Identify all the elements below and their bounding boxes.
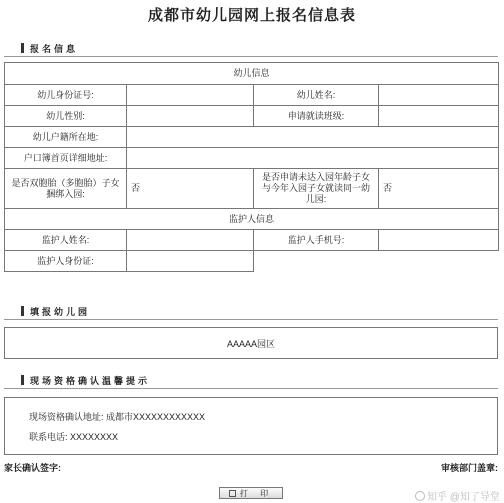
child-info-header: 幼儿信息 xyxy=(5,63,499,85)
class-label: 申请就读班级: xyxy=(254,106,379,127)
household-field[interactable] xyxy=(127,127,499,148)
twins-field[interactable]: 否 xyxy=(127,169,254,209)
guardian-id-field[interactable] xyxy=(127,251,254,272)
section-tips-header xyxy=(4,374,498,386)
zhihu-logo-icon xyxy=(415,491,425,501)
child-id-label: 幼儿身份证号: xyxy=(5,85,127,106)
tips-phone: 联系电话: XXXXXXXX xyxy=(29,432,119,442)
section-kindergarten-header xyxy=(4,305,498,317)
sibling-label: 是否申请未达入园年龄子女与今年入园子女就读同一幼儿园: xyxy=(254,169,379,209)
section-marker xyxy=(21,375,24,385)
twins-label: 是否双胞胎（多胞胎）子女捆绑入园: xyxy=(5,169,127,209)
print-button[interactable] xyxy=(219,487,283,499)
guardian-phone-label: 监护人手机号: xyxy=(254,230,379,251)
household-label: 幼儿户籍所在地: xyxy=(5,127,127,148)
tips-box xyxy=(4,397,498,455)
section-registration-header xyxy=(4,42,498,54)
child-gender-label: 幼儿性别: xyxy=(5,106,127,127)
kindergarten-box xyxy=(4,327,498,359)
print-button-label: 打 印 xyxy=(239,488,274,498)
class-field[interactable] xyxy=(379,106,499,127)
tips-address: 现场资格确认地址: 成都市XXXXXXXXXXXX xyxy=(29,412,206,422)
section-marker xyxy=(21,306,24,316)
section-divider xyxy=(4,319,498,320)
watermark-text: 知乎 @知了导堂 xyxy=(427,492,500,503)
section-divider xyxy=(4,388,498,389)
guardian-id-label: 监护人身份证: xyxy=(5,251,127,272)
kindergarten-name: AAAAA园区 xyxy=(226,338,275,349)
child-name-label: 幼儿姓名: xyxy=(254,85,379,106)
parent-signature-label: 家长确认签字: xyxy=(4,463,61,473)
sibling-field[interactable]: 否 xyxy=(379,169,499,209)
empty-cell xyxy=(379,251,499,272)
watermark xyxy=(415,488,500,503)
child-gender-field[interactable] xyxy=(127,106,254,127)
registration-table xyxy=(4,62,499,272)
review-seal-label: 审核部门盖章: xyxy=(441,463,498,473)
guardian-phone-field[interactable] xyxy=(379,230,499,251)
child-name-field[interactable] xyxy=(379,85,499,106)
section-divider xyxy=(4,56,498,57)
section-kindergarten-label: 填报幼儿园 xyxy=(30,306,91,317)
page-title: 成都市幼儿园网上报名信息表 xyxy=(147,6,356,24)
empty-cell xyxy=(254,251,379,272)
guardian-name-label: 监护人姓名: xyxy=(5,230,127,251)
section-registration-label: 报名信息 xyxy=(30,43,79,54)
guardian-name-field[interactable] xyxy=(127,230,254,251)
printer-icon xyxy=(229,490,236,497)
section-tips-label: 现场资格确认温馨提示 xyxy=(30,375,151,386)
guardian-info-header: 监护人信息 xyxy=(5,209,499,230)
address-label: 户口簿首页详细地址: xyxy=(5,148,127,169)
address-field[interactable] xyxy=(127,148,499,169)
child-id-field[interactable] xyxy=(127,85,254,106)
section-marker xyxy=(21,43,24,53)
